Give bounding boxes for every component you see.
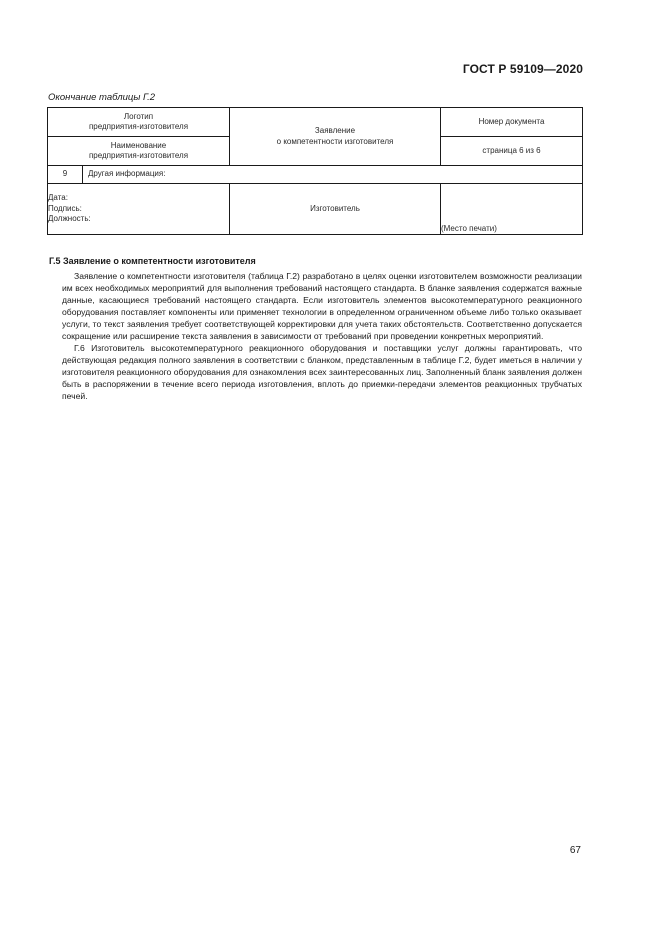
doc-number-cell: Номер документа bbox=[441, 108, 583, 137]
page-count-cell: страница 6 из 6 bbox=[441, 137, 583, 166]
logo-cell-line1: Логотип bbox=[123, 111, 154, 121]
name-cell-line2: предприятия-изготовителя bbox=[88, 151, 189, 160]
statement-title-line2: о компетентности изготовителя bbox=[276, 136, 394, 146]
row9-other-info: Другая информация: bbox=[83, 166, 583, 184]
signature-left-cell bbox=[48, 184, 230, 235]
manufacturer-label: Изготовитель bbox=[310, 203, 360, 213]
section-g5 bbox=[49, 256, 582, 402]
table-caption: Окончание таблицы Г.2 bbox=[48, 92, 156, 103]
document-code: ГОСТ Р 59109—2020 bbox=[462, 62, 583, 76]
statement-form-table bbox=[47, 107, 583, 235]
logo-cell-line2: предприятия-изготовителя bbox=[88, 122, 189, 131]
date-label: Дата: bbox=[48, 193, 68, 203]
name-cell bbox=[48, 137, 230, 166]
logo-cell bbox=[48, 108, 230, 137]
section-heading: Г.5 Заявление о компетентности изготовителя bbox=[49, 256, 256, 266]
stamp-cell bbox=[441, 184, 583, 235]
statement-title-cell bbox=[230, 108, 441, 166]
stamp-label: (Место печати) bbox=[441, 223, 497, 233]
page-number: 67 bbox=[569, 845, 581, 856]
section-paragraph-2: Г.6 Изготовитель высокотемпературного реакционного оборудования и поставщики услуг должны гарантировать, что действующая редакция полного заявления в соответствии с бланком, представленным в таблице Г.2, будет иметься в наличии у изготовителя реакционного оборудования для ознакомления всех заинтересованных лиц. Заполненный бланк заявления должен быть в распоряжении в течение всего периода изготовления, вплоть до приемки-передачи элементов реакционных трубчатых печей. bbox=[62, 343, 582, 401]
section-paragraph-1: Заявление о компетентности изготовителя (таблица Г.2) разработано в целях оценки изготовителем возможности реализации им всех необходимых мероприятий для выполнения требований настоящего стандарта. В бланке заявления содержатся важные данные, касающиеся требований настоящего стандарта. Если изготовитель элементов высокотемпературного реакционного оборудования поставляет компоненты или применяет технологии в определенном ограниченном объеме либо только оказывает услуги, то текст заявления требует соответствующей корректировки для учета таких обстоятельств. Соответственно допускается сокращение или расширение текста заявления в зависимости от требований при проведении конкретных мероприятий. bbox=[62, 271, 582, 341]
form-row-signature bbox=[48, 184, 583, 235]
form-row-9 bbox=[48, 166, 583, 184]
form-row-logo bbox=[48, 108, 583, 137]
statement-title-line1: Заявление bbox=[314, 126, 356, 135]
position-label: Должность: bbox=[48, 214, 91, 224]
signature-label: Подпись: bbox=[48, 203, 82, 213]
manufacturer-cell bbox=[230, 184, 441, 235]
name-cell-line1: Наименование bbox=[110, 140, 167, 150]
row9-number: 9 bbox=[48, 166, 83, 184]
